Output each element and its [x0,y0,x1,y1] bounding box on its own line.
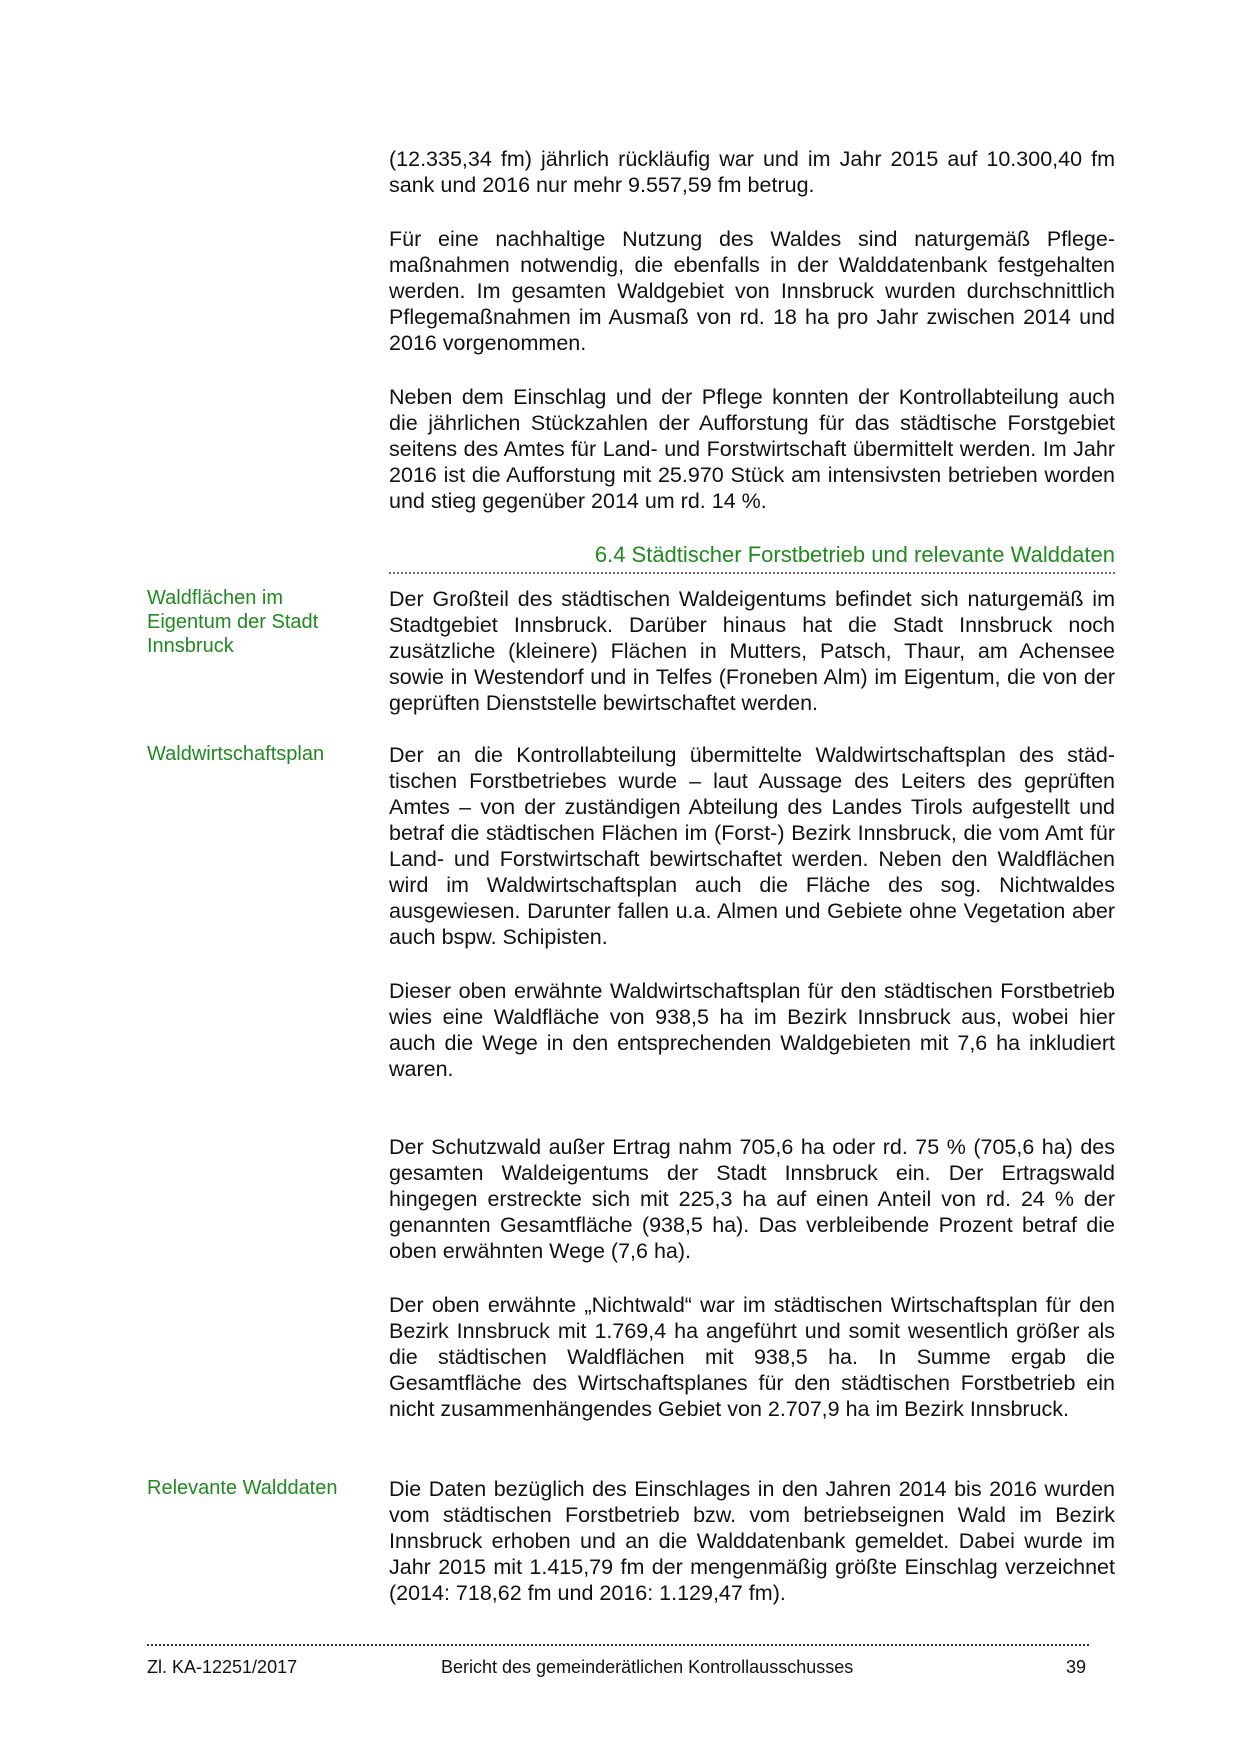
paragraph-relevant-data: Die Daten bezüglich des Einschlages in den Jahren 2014 bis 2016 wurden vom städtischen Forstbetrieb bzw. vom betriebseignen Wald im Bezirk Innsbruck erhoben und an die Walddatenbank gemeldet. Dabei wurde im Jahr 2015 mit 1.415,79 fm der mengenmäßig größte Einschlag verzeichnet (2014: 718,62 fm und 2016: 1.129,47 fm). [389,1477,1115,1605]
margin-note-relevant-data: Relevante Walddaten [147,1477,338,1499]
section-heading-text: 6.4 Städtischer Forstbetrieb und relevante Walddaten [594,542,1115,567]
paragraph-forest-ownership: Der Großteil des städtischen Waldeigentums befindet sich naturgemäß im Stadtgebiet Innsbruck. Darüber hinaus hat die Stadt Innsbruck noch zusätzliche (kleinere) Flächen in Mutters, Patsch, Thaur, am Achensee sowie in Westendorf und in Telfes (Froneben Alm) im Eigentum, die von der geprüften Dienststelle bewirtschaftet werden. [389,587,1115,715]
footer-page-number: 39 [1066,1657,1087,1677]
paragraph-management-plan: Der an die Kontrollabteilung übermittelte Waldwirtschaftsplan des städtischen Forstbetriebes wurde – laut Aussage des Leiters des geprüften Amtes – von der zuständigen Abteilung des Landes Tirols aufgestellt und betraf die städtischen Flächen im (Forst-) Bezirk Innsbruck, die vom Amt für Land- und Forstwirtschaft bewirtschaftet werden. Neben den Waldflächen wird im Waldwirtschaftsplan auch die Fläche des sog. Nichtwaldes ausgewiesen. Darunter fallen u.a. Almen und Gebiete ohne Vegetation aber auch bspw. Schipisten. [389,743,1115,949]
paragraph-protection-forest: Der Schutzwald außer Ertrag nahm 705,6 ha oder rd. 75 % (705,6 ha) des gesamten Waldeigentums der Stadt Innsbruck ein. Der Ertragswald hingegen erstreckte sich mit 225,3 ha auf einen Anteil von rd. 24 % der genannten Gesamtfläche (938,5 ha). Das verbleibende Prozent betraf die oben erwähnten Wege (7,6 ha). [389,1135,1115,1263]
footer-divider [147,1644,1089,1646]
paragraph-care-measures: Für eine nachhaltige Nutzung des Waldes sind naturgemäß Pflegemaßnahmen notwendig, die ebenfalls in der Walddatenbank festgehalten werden. Im gesamten Waldgebiet von Innsbruck wurden durchschnittlich Pflegemaßnahmen im Ausmaß von rd. 18 ha pro Jahr zwischen 2014 und 2016 vorgenommen. [389,227,1115,355]
paragraph-afforestation: Neben dem Einschlag und der Pflege konnten der Kontrollabteilung auch die jährlichen Stückzahlen der Aufforstung für das städtische Forstgebiet seitens des Amtes für Land- und Forstwirtschaft übermittelt werden. Im Jahr 2016 ist die Aufforstung mit 25.970 Stück am intensivsten betrieben worden und stieg gegenüber 2014 um rd. 14 %. [389,385,1115,513]
section-heading [389,542,1115,574]
paragraph-non-forest: Der oben erwähnte „Nichtwald“ war im städtischen Wirtschaftsplan für den Bezirk Innsbruck mit 1.769,4 ha angeführt und somit wesentlich größer als die städtischen Waldflächen mit 938,5 ha. In Summe ergab die Gesamtfläche des Wirtschaftsplanes für den städtischen Forstbetrieb ein nicht zusammenhängendes Gebiet von 2.707,9 ha im Bezirk Innsbruck. [389,1293,1115,1421]
margin-note-management-plan: Waldwirtschaftsplan [147,743,325,765]
footer-report-title: Bericht des gemeinderätlichen Kontrollausschusses [441,1657,854,1677]
paragraph-felling-decline: (12.335,34 fm) jährlich rückläufig war und im Jahr 2015 auf 10.300,40 fm sank und 2016 nur mehr 9.557,59 fm betrug. [389,147,1115,197]
footer-reference: Zl. KA-12251/2017 [147,1657,298,1677]
margin-note-forest-ownership: Waldflächen im Eigentum der Stadt Innsbruck [147,587,319,657]
paragraph-forest-area: Dieser oben erwähnte Waldwirtschaftsplan für den städtischen Forstbetrieb wies eine Waldfläche von 938,5 ha im Bezirk Innsbruck aus, wobei hier auch die Wege in den entsprechenden Waldgebieten mit 7,6 ha inkludiert waren. [389,979,1115,1081]
